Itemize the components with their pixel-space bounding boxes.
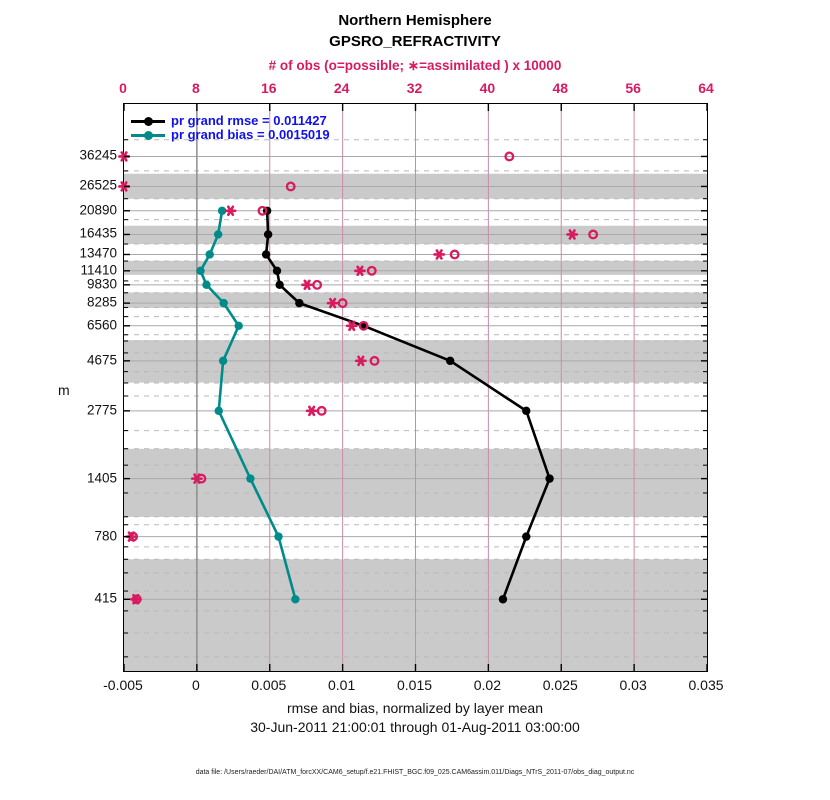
bias-point — [206, 250, 214, 258]
bias-line-swatch — [131, 130, 165, 140]
x-axis-label: rmse and bias, normalized by layer mean — [286, 700, 543, 716]
bias-point — [246, 474, 254, 482]
top-axis-tick-label: 40 — [479, 80, 496, 96]
rmse-point — [273, 267, 281, 275]
y-axis-tick-label: 415 — [94, 590, 117, 606]
assimilated-obs-marker — [435, 250, 444, 258]
bias-point — [202, 281, 210, 289]
plot-area — [123, 103, 708, 672]
top-axis-tick-label: 16 — [260, 80, 277, 96]
y-axis-tick-label: 1405 — [86, 470, 117, 486]
rmse-point — [262, 250, 270, 258]
date-range-label: 30-Jun-2011 21:00:01 through 01-Aug-2011 03:00:00 — [250, 719, 580, 735]
x-axis-tick-label: 0.015 — [396, 677, 433, 693]
top-axis-tick-label: 48 — [552, 80, 569, 96]
x-axis-tick-label: 0.035 — [688, 677, 724, 693]
y-axis-tick-label: 11410 — [80, 262, 117, 278]
y-axis-label: m — [58, 382, 70, 398]
legend-entry-bias — [131, 128, 330, 141]
top-axis-title: # of obs (o=possible; ∗=assimilated ) x 10000 — [268, 58, 562, 73]
y-axis-tick-label: 2775 — [86, 402, 117, 418]
top-axis-tick-label: 24 — [333, 80, 350, 96]
rmse-point — [275, 281, 283, 289]
x-axis-tick-label: 0.01 — [328, 677, 356, 693]
rmse-point — [499, 595, 507, 603]
rmse-point — [295, 299, 303, 307]
x-axis-tick-label: 0.03 — [619, 677, 647, 693]
y-axis-tick-label: 13470 — [79, 245, 117, 261]
data-file-path: data file: /Users/raeder/DAI/ATM_forcXX/CAM6_setup/f.e21.FHIST_BGC.f09_025.CAM6assim.011/Diags_NTrS_2011-07/obs_diag_output.nc — [195, 769, 635, 776]
x-axis-tick-label: 0.025 — [542, 677, 578, 693]
rmse-line-swatch — [131, 116, 165, 126]
x-axis-tick-label: 0.005 — [251, 677, 287, 693]
top-axis-tick-label: 64 — [698, 80, 714, 96]
chart-subtitle: GPSRO_REFRACTIVITY — [329, 33, 501, 50]
assimilated-obs-marker — [226, 207, 235, 215]
bias-point — [219, 299, 227, 307]
y-axis-tick-label: 780 — [94, 528, 117, 544]
y-axis-tick-label: 20890 — [79, 202, 117, 218]
bias-point — [235, 322, 243, 330]
x-axis-tick-label: 0.02 — [473, 677, 501, 693]
assimilated-obs-marker — [302, 281, 311, 289]
legend-entry-rmse — [131, 114, 330, 127]
top-axis-tick-label: 0 — [119, 80, 127, 96]
top-axis-tick-label: 56 — [625, 80, 641, 96]
y-axis-tick-label: 9830 — [86, 276, 117, 292]
chart-title: Northern Hemisphere — [338, 12, 492, 29]
top-axis-tick-label: 32 — [406, 80, 423, 96]
y-axis-tick-label: 4675 — [86, 352, 117, 368]
bias-point — [219, 357, 227, 365]
y-axis-tick-label: 16435 — [79, 225, 117, 241]
bias-point — [291, 595, 299, 603]
legend — [131, 114, 330, 142]
rmse-point — [264, 230, 272, 238]
y-axis-tick-label: 26525 — [79, 177, 117, 193]
rmse-point — [522, 532, 530, 540]
legend-label-bias: pr grand bias = 0.0015019 — [171, 127, 330, 142]
bias-point — [274, 532, 282, 540]
y-axis-tick-label: 8285 — [86, 294, 117, 310]
rmse-point — [446, 357, 454, 365]
assimilated-obs-marker — [307, 407, 316, 415]
top-axis-tick-label: 8 — [191, 80, 200, 96]
y-axis-tick-label: 36245 — [79, 147, 117, 163]
x-axis-tick-label: 0 — [191, 677, 200, 693]
bias-point — [214, 230, 222, 238]
bias-point — [215, 407, 223, 415]
rmse-point — [545, 474, 553, 482]
y-axis-tick-label: 6560 — [86, 317, 117, 333]
rmse-point — [522, 407, 530, 415]
chart-canvas — [124, 104, 707, 671]
legend-label-rmse: pr grand rmse = 0.011427 — [171, 113, 327, 128]
bias-point — [196, 267, 204, 275]
x-axis-tick-label: -0.005 — [103, 677, 143, 693]
